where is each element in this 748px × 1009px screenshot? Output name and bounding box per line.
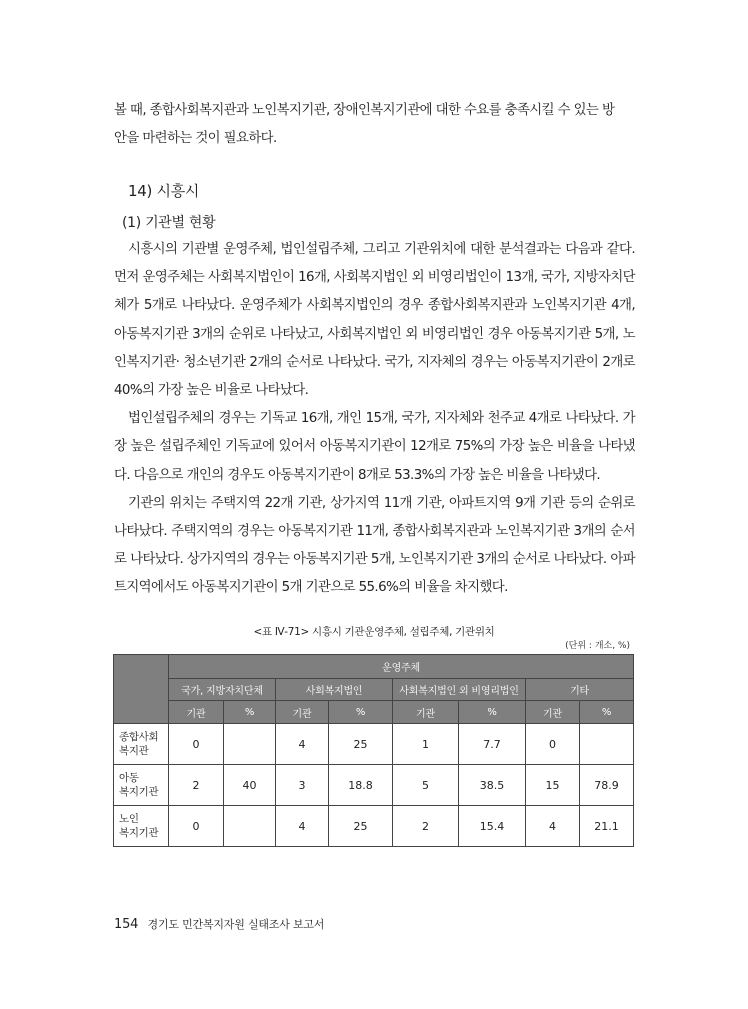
report-title: 경기도 민간복지자원 실태조사 보고서	[147, 918, 325, 931]
table-cell: 1	[393, 724, 459, 765]
table-cell: 4	[526, 806, 580, 847]
table-unit: (단위 : 개소, %)	[565, 641, 630, 651]
table-cell: 78.9	[580, 765, 634, 806]
table-cell: 15.4	[459, 806, 526, 847]
table-cell	[580, 724, 634, 765]
table-row	[114, 765, 634, 806]
sub-header: 기관	[276, 701, 329, 724]
table-cell: 5	[393, 765, 459, 806]
page-footer	[114, 916, 324, 932]
table-cell: 38.5	[459, 765, 526, 806]
table-cell: 0	[169, 806, 224, 847]
category-header: 국가, 지방자치단체	[169, 679, 276, 701]
intro-line-1: 볼 때, 종합사회복지관과 노인복지기관, 장애인복지기관에 대한 수요를 충족시킬 수 있는 방	[114, 103, 615, 118]
row-label: 노인 복지기관	[114, 806, 169, 847]
table-row	[114, 806, 634, 847]
sub-header: %	[580, 701, 634, 724]
category-header: 사회복지법인	[276, 679, 393, 701]
table-cell: 25	[329, 724, 393, 765]
sub-header: 기관	[393, 701, 459, 724]
table-row	[114, 724, 634, 765]
table-cell: 2	[393, 806, 459, 847]
sub-header: %	[459, 701, 526, 724]
table-cell: 25	[329, 806, 393, 847]
operating-entity-table	[113, 654, 634, 847]
paragraph-operating-entity: 시흥시의 기관별 운영주체, 법인설립주체, 그리고 기관위치에 대한 분석결과는 다음과 같다. 먼저 운영주체는 사회복지법인이 16개, 사회복지법인 외 비영리법인이 13개, 국가, 지방자치단체가 5개로 나타났다. 운영주체가 사회복지법인의 경우 종합사회복지관과 노인복지기관 4개, 아동복지기관 3개의 순위로 나타났고, 사회복지법인 외 비영리법인 경우 아동복지기관 5개, 노인복지기관· 청소년기관 2개의 순서로 나타났다. 국가, 지자체의 경우는 아동복지기관이 2개로 40%의 가장 높은 비율로 나타났다.	[114, 242, 635, 399]
table-cell: 21.1	[580, 806, 634, 847]
table-cell: 0	[526, 724, 580, 765]
table-cell	[224, 724, 276, 765]
sub-header: 기관	[526, 701, 580, 724]
sub-header: %	[329, 701, 393, 724]
table-cell: 15	[526, 765, 580, 806]
table-cell: 3	[276, 765, 329, 806]
table-cell: 18.8	[329, 765, 393, 806]
row-label: 아동 복지기관	[114, 765, 169, 806]
table-cell: 40	[224, 765, 276, 806]
sub-header: 기관	[169, 701, 224, 724]
body-text	[114, 236, 635, 603]
paragraph-founding-entity: 법인설립주체의 경우는 기독교 16개, 개인 15개, 국가, 지자체와 천주교 4개로 나타났다. 가장 높은 설립주체인 기독교에 있어서 아동복지기관이 12개로 75%의 가장 높은 비율을 나타냈다. 다음으로 개인의 경우도 아동복지기관이 8개로 53.3%의 가장 높은 비율을 나타냈다.	[114, 411, 635, 483]
category-header: 사회복지법인 외 비영리법인	[393, 679, 526, 701]
table-cell	[224, 806, 276, 847]
intro-paragraph	[114, 97, 635, 153]
corner-header	[114, 655, 169, 724]
table-cell: 4	[276, 806, 329, 847]
group-header: 운영주체	[169, 655, 634, 679]
table-caption: <표 Ⅳ-71> 시흥시 기관운영주체, 설립주체, 기관위치	[253, 626, 495, 638]
table-cell: 4	[276, 724, 329, 765]
table-cell: 7.7	[459, 724, 526, 765]
row-label: 종합사회 복지관	[114, 724, 169, 765]
page-number: 154	[114, 917, 139, 932]
intro-line-2: 안을 마련하는 것이 필요하다.	[114, 131, 277, 147]
subsection-title: (1) 기관별 현황	[122, 215, 216, 231]
sub-header: %	[224, 701, 276, 724]
table-cell: 0	[169, 724, 224, 765]
section-title: 14) 시흥시	[128, 182, 200, 200]
category-header: 기타	[526, 679, 634, 701]
paragraph-location: 기관의 위치는 주택지역 22개 기관, 상가지역 11개 기관, 아파트지역 9개 기관 등의 순위로 나타났다. 주택지역의 경우는 아동복지기관 11개, 종합사회복지관과 노인복지기관 3개의 순서로 나타났다. 상가지역의 경우는 아동복지기관 5개, 노인복지기관 3개의 순서로 나타났다. 아파트지역에서도 아동복지기관이 5개 기관으로 55.6%의 비율을 차지했다.	[114, 495, 635, 596]
table-cell: 2	[169, 765, 224, 806]
